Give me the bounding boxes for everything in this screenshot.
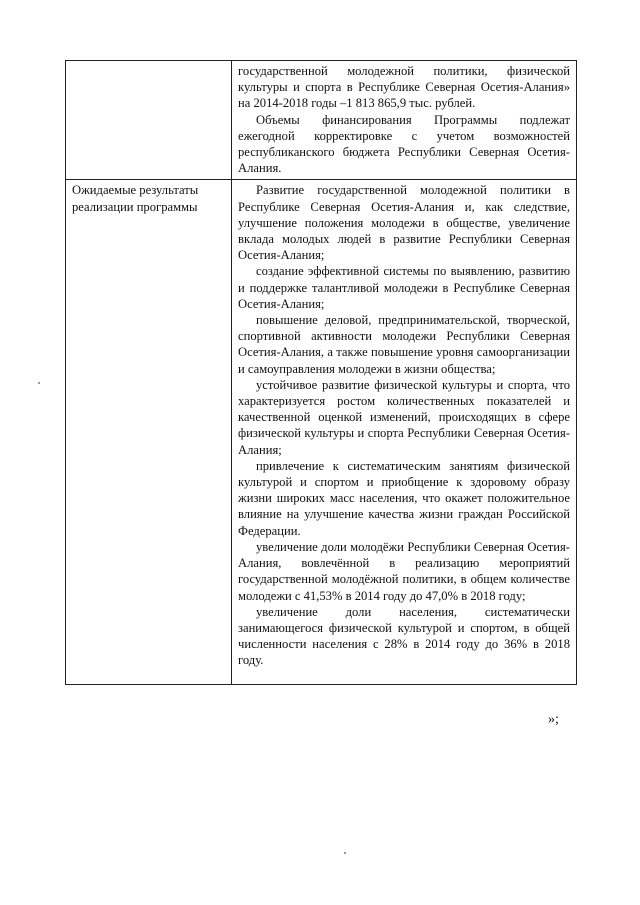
result-paragraph: Развитие государственной молодежной политики в Республике Северная Осетия-Алания и, как следствие, улучшение положения молодежи в обществе, увеличение вклада молодых людей в развитие Республики Северная Осетия-Алания; (238, 183, 570, 263)
row-label-empty (66, 61, 232, 180)
result-paragraph: устойчивое развитие физической культуры и спорта, что характеризуется ростом количественных показателей и качественной оценкой изменений, происходящих в сфере физической культуры и спорта Республики Северная Осетия-Алания; (238, 377, 570, 457)
table-row-financing (66, 61, 577, 180)
row-label-expected-results: Ожидаемые результаты реализации программы (66, 180, 232, 684)
result-paragraph: увеличение доли населения, систематически занимающегося физической культурой и спортом, в общей численности населения с 28% в 2014 году до 36% в 2018 году. (238, 604, 570, 668)
result-paragraph: повышение деловой, предпринимательской, творческой, спортивной активности молодежи Республики Северная Осетия-Алания, а также повышение уровня самоорганизации и самоуправления молодежи в жизни общества; (238, 313, 570, 376)
financing-adjustment-paragraph: Объемы финансирования Программы подлежат ежегодной корректировке с учетом возможностей республиканского бюджета Республики Северная Осетия-Алания. (238, 112, 570, 176)
financing-paragraph: государственной молодежной политики, физической культуры и спорта в Республике Северная Осетия-Алания» на 2014-2018 годы –1 813 865,9 тыс. рублей. (238, 64, 570, 111)
table-row-expected-results (66, 180, 577, 684)
result-paragraph: привлечение к систематическим занятиям физической культурой и спортом и приобщение к здоровому образу жизни широких масс населения, что окажет положительное влияние на улучшение качества жизни граждан Российской Федерации. (238, 458, 570, 538)
scan-speck (344, 852, 346, 854)
result-paragraph: увеличение доли молодёжи Республики Северная Осетия-Алания, вовлечённой в реализацию мероприятий государственной молодёжной политики, в общем количестве молодежи с 41,53% в 2014 году до 47,0% в 2018 году; (238, 539, 570, 603)
financing-text-cell (232, 61, 577, 180)
scan-speck (38, 382, 40, 384)
program-passport-table (65, 60, 577, 685)
closing-quote-mark: »; (548, 712, 559, 727)
expected-results-cell (232, 180, 577, 684)
result-paragraph: создание эффективной системы по выявлению, развитию и поддержке талантливой молодежи в Республике Северная Осетия-Алания; (238, 264, 570, 311)
